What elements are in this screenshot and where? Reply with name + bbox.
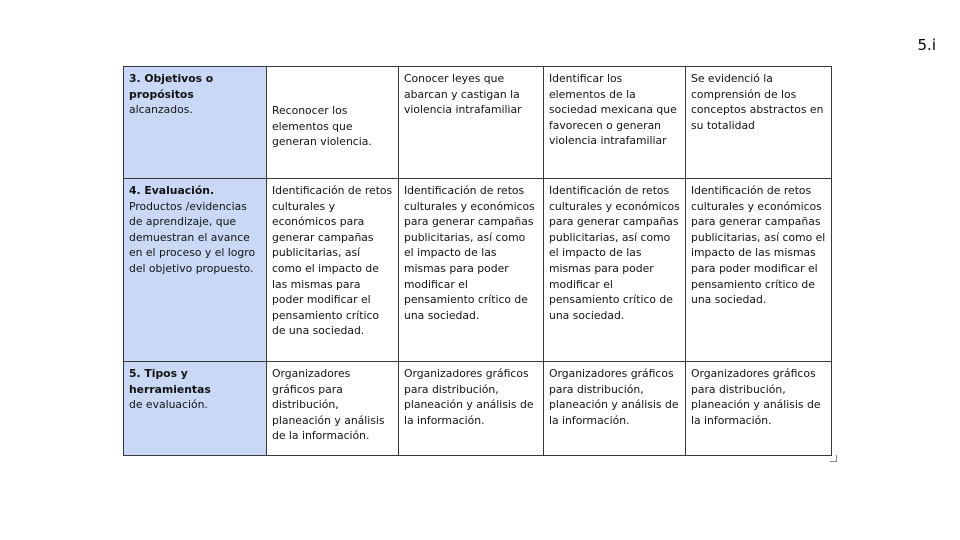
table-cell: Identificar los elementos de la sociedad mexicana que favorecen o generan violencia intrafamiliar xyxy=(544,67,686,179)
criterion-title: 5. Tipos y herramientas xyxy=(129,367,211,396)
criterion-description: alcanzados. xyxy=(129,103,193,117)
criterion-cell xyxy=(124,179,267,362)
table-resize-handle[interactable] xyxy=(830,455,837,462)
criterion-description: de evaluación. xyxy=(129,398,208,412)
table-cell: Organizadores gráficos para distribución, planeación y análisis de la información. xyxy=(544,362,686,456)
criterion-title: 3. Objetivos o propósitos xyxy=(129,72,214,101)
table-row xyxy=(124,362,832,456)
table-cell: Reconocer los elementos que generan violencia. xyxy=(267,67,399,179)
table-cell: Identificación de retos culturales y económicos para generar campañas publicitarias, así como el impacto de las mismas para poder modificar el pensamiento crítico de una sociedad. xyxy=(267,179,399,362)
table-cell: Organizadores gráficos para distribución, planeación y análisis de la información. xyxy=(267,362,399,456)
criterion-title: 4. Evaluación. xyxy=(129,184,215,197)
rubric-table xyxy=(123,66,832,456)
criterion-cell xyxy=(124,362,267,456)
table-cell: Identificación de retos culturales y económicos para generar campañas publicitarias, así como el impacto de las mismas para poder modificar el pensamiento crítico de una sociedad. xyxy=(544,179,686,362)
table-cell: Identificación de retos culturales y económicos para generar campañas publicitarias, así como el impacto de las mismas para poder modificar el pensamiento crítico de una sociedad. xyxy=(399,179,544,362)
table-cell: Conocer leyes que abarcan y castigan la violencia intrafamiliar xyxy=(399,67,544,179)
criterion-description: Productos /evidencias de aprendizaje, que demuestran el avance en el proceso y el logro del objetivo propuesto. xyxy=(129,199,256,275)
criterion-cell xyxy=(124,67,267,179)
table-cell: Identificación de retos culturales y económicos para generar campañas publicitarias, así como el impacto de las mismas para poder modificar el pensamiento crítico de una sociedad. xyxy=(686,179,832,362)
table-row xyxy=(124,67,832,179)
slide-number: 5.i xyxy=(917,36,936,54)
table-cell: Se evidenció la comprensión de los conceptos abstractos en su totalidad xyxy=(686,67,832,179)
table-cell: Organizadores gráficos para distribución, planeación y análisis de la información. xyxy=(399,362,544,456)
table-cell: Organizadores gráficos para distribución, planeación y análisis de la información. xyxy=(686,362,832,456)
table-row xyxy=(124,179,832,362)
